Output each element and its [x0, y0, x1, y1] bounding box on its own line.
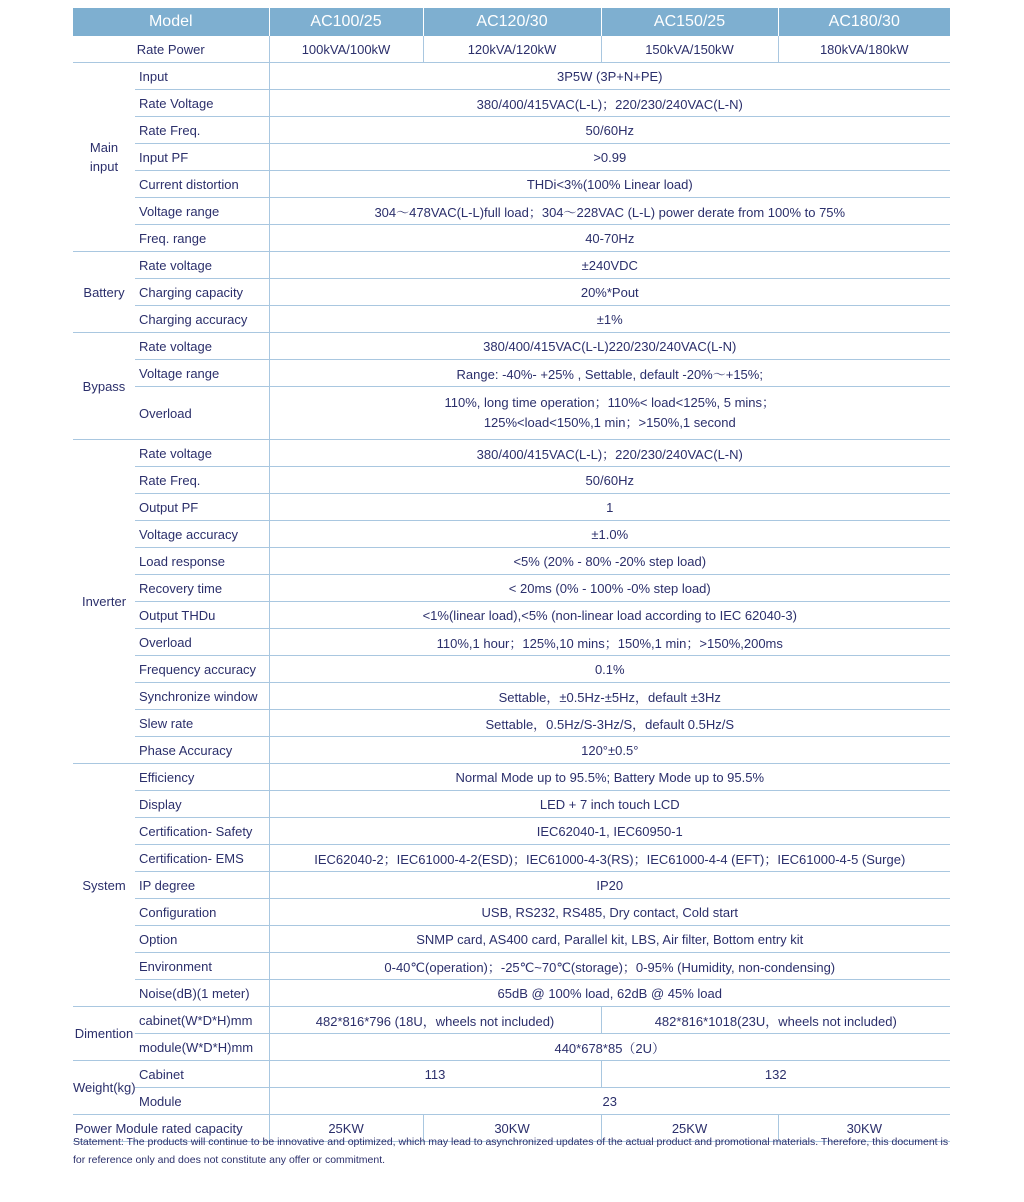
- power-module-3: 25KW: [601, 1115, 778, 1142]
- row-label: Current distortion: [135, 171, 269, 198]
- table-row: [73, 926, 950, 953]
- row-label: Overload: [135, 629, 269, 656]
- row-value: LED + 7 inch touch LCD: [269, 791, 950, 818]
- table-row: [73, 171, 950, 198]
- table-row: [73, 710, 950, 737]
- table-row: [73, 899, 950, 926]
- table-row: [73, 980, 950, 1007]
- table-row: [73, 1007, 950, 1034]
- table-row: [73, 737, 950, 764]
- row-label: Voltage range: [135, 360, 269, 387]
- row-label: Frequency accuracy: [135, 656, 269, 683]
- table-row: [73, 521, 950, 548]
- cabinet-weight-small: 113: [269, 1061, 601, 1088]
- table-row: [73, 602, 950, 629]
- table-row: [73, 279, 950, 306]
- row-value: 40-70Hz: [269, 225, 950, 252]
- table-row: [73, 467, 950, 494]
- table-row: [73, 144, 950, 171]
- row-value: IP20: [269, 872, 950, 899]
- model-col-4: AC180/30: [778, 8, 950, 36]
- spec-table: [73, 8, 950, 1142]
- power-module-4: 30KW: [778, 1115, 950, 1142]
- row-label: Voltage accuracy: [135, 521, 269, 548]
- row-label: Noise(dB)(1 meter): [135, 980, 269, 1007]
- row-label: Synchronize window: [135, 683, 269, 710]
- row-value: 380/400/415VAC(L-L)；220/230/240VAC(L-N): [269, 90, 950, 117]
- group-system: System: [73, 764, 135, 1007]
- row-value: ±1%: [269, 306, 950, 333]
- module-dim: 440*678*85（2U）: [269, 1034, 950, 1061]
- row-value: Settable，0.5Hz/S-3Hz/S，default 0.5Hz/S: [269, 710, 950, 737]
- table-row: [73, 548, 950, 575]
- row-value: < 20ms (0% - 100% -0% step load): [269, 575, 950, 602]
- table-row: [73, 333, 950, 360]
- row-label: Slew rate: [135, 710, 269, 737]
- row-value: 50/60Hz: [269, 467, 950, 494]
- row-label: Certification- EMS: [135, 845, 269, 872]
- row-value: ±1.0%: [269, 521, 950, 548]
- row-label: Module: [135, 1088, 269, 1115]
- table-row: [73, 225, 950, 252]
- row-value: Normal Mode up to 95.5%; Battery Mode up to 95.5%: [269, 764, 950, 791]
- model-col-1: AC100/25: [269, 8, 423, 36]
- row-label: module(W*D*H)mm: [135, 1034, 269, 1061]
- power-module-2: 30KW: [423, 1115, 601, 1142]
- model-col-3: AC150/25: [601, 8, 778, 36]
- row-value: 1: [269, 494, 950, 521]
- table-row: [73, 656, 950, 683]
- table-row: [73, 90, 950, 117]
- row-label: Charging capacity: [135, 279, 269, 306]
- rate-power-2: 120kVA/120kW: [423, 36, 601, 63]
- group-bypass: Bypass: [73, 333, 135, 440]
- row-value: Range: -40%- +25% , Settable, default -20%～+15%;: [269, 360, 950, 387]
- table-row: [73, 818, 950, 845]
- table-row: [73, 872, 950, 899]
- row-label: Certification- Safety: [135, 818, 269, 845]
- row-label: Environment: [135, 953, 269, 980]
- row-label: Display: [135, 791, 269, 818]
- table-row: [73, 845, 950, 872]
- row-value: THDi<3%(100% Linear load): [269, 171, 950, 198]
- row-label: Output PF: [135, 494, 269, 521]
- row-value: Settable，±0.5Hz-±5Hz，default ±3Hz: [269, 683, 950, 710]
- row-value: >0.99: [269, 144, 950, 171]
- module-weight: 23: [269, 1088, 950, 1115]
- row-label: Charging accuracy: [135, 306, 269, 333]
- table-row: [73, 791, 950, 818]
- statement-note: Statement: The products will continue to be innovative and optimized, which may lead to asynchronized updates of the actual product and promotional materials. Therefore, this document is for reference only and does not constitute any offer or commitment.: [73, 1136, 949, 1166]
- row-value: 50/60Hz: [269, 117, 950, 144]
- row-value: 65dB @ 100% load, 62dB @ 45% load: [269, 980, 950, 1007]
- cabinet-dim-small: 482*816*796 (18U，wheels not included): [269, 1007, 601, 1034]
- row-value: IEC62040-1, IEC60950-1: [269, 818, 950, 845]
- cabinet-dim-large: 482*816*1018(23U，wheels not included): [601, 1007, 950, 1034]
- table-row: [73, 440, 950, 467]
- row-label: Output THDu: [135, 602, 269, 629]
- table-row: [73, 953, 950, 980]
- table-row: [73, 387, 950, 440]
- row-label: Freq. range: [135, 225, 269, 252]
- row-label: Rate voltage: [135, 440, 269, 467]
- rate-power-4: 180kVA/180kW: [778, 36, 950, 63]
- row-value: 0.1%: [269, 656, 950, 683]
- group-dimention: Dimention: [73, 1007, 135, 1061]
- overload-line-2: 125%<load<150%,1 min；>150%,1 second: [483, 415, 736, 430]
- power-module-label: Power Module rated capacity: [73, 1115, 269, 1142]
- row-label: Rate voltage: [135, 252, 269, 279]
- row-value: <1%(linear load),<5% (non-linear load according to IEC 62040-3): [269, 602, 950, 629]
- group-main-input: Main input: [73, 63, 135, 252]
- table-row: [73, 1034, 950, 1061]
- row-label: IP degree: [135, 872, 269, 899]
- row-value: 380/400/415VAC(L-L)；220/230/240VAC(L-N): [269, 440, 950, 467]
- power-module-1: 25KW: [269, 1115, 423, 1142]
- rate-power-label: Rate Power: [73, 36, 269, 63]
- table-row: [73, 575, 950, 602]
- row-value: 380/400/415VAC(L-L)220/230/240VAC(L-N): [269, 333, 950, 360]
- row-label: Input PF: [135, 144, 269, 171]
- table-row: [73, 306, 950, 333]
- model-col-2: AC120/30: [423, 8, 601, 36]
- row-label: Phase Accuracy: [135, 737, 269, 764]
- model-header: Model: [73, 8, 269, 36]
- row-value: ±240VDC: [269, 252, 950, 279]
- row-label: Input: [135, 63, 269, 90]
- row-value: 304～478VAC(L-L)full load；304～228VAC (L-L) power derate from 100% to 75%: [269, 198, 950, 225]
- row-label: Recovery time: [135, 575, 269, 602]
- rate-power-3: 150kVA/150kW: [601, 36, 778, 63]
- row-value: IEC62040-2；IEC61000-4-2(ESD)；IEC61000-4-3(RS)；IEC61000-4-4 (EFT)；IEC61000-4-5 (Surge): [269, 845, 950, 872]
- group-battery: Battery: [73, 252, 135, 333]
- table-row: [73, 1061, 950, 1088]
- row-label: Rate Voltage: [135, 90, 269, 117]
- header-row: [73, 8, 950, 36]
- row-value: SNMP card, AS400 card, Parallel kit, LBS, Air filter, Bottom entry kit: [269, 926, 950, 953]
- row-label: Efficiency: [135, 764, 269, 791]
- row-value: [269, 387, 950, 440]
- table-row: [73, 683, 950, 710]
- row-label: Option: [135, 926, 269, 953]
- table-row: [73, 1088, 950, 1115]
- cabinet-weight-large: 132: [601, 1061, 950, 1088]
- table-row: [73, 63, 950, 90]
- row-value: 120°±0.5°: [269, 737, 950, 764]
- table-row: [73, 764, 950, 791]
- group-weight: Weight(kg): [73, 1061, 135, 1115]
- row-label: Overload: [135, 387, 269, 440]
- row-value: <5% (20% - 80% -20% step load): [269, 548, 950, 575]
- row-label: Configuration: [135, 899, 269, 926]
- row-value: 20%*Pout: [269, 279, 950, 306]
- table-row: [73, 629, 950, 656]
- table-row: [73, 198, 950, 225]
- row-label: Rate voltage: [135, 333, 269, 360]
- row-label: cabinet(W*D*H)mm: [135, 1007, 269, 1034]
- overload-line-1: 110%, long time operation；110%< load<125%, 5 mins；: [444, 395, 776, 410]
- row-label: Rate Freq.: [135, 467, 269, 494]
- table-row: [73, 252, 950, 279]
- rate-power-1: 100kVA/100kW: [269, 36, 423, 63]
- rate-power-row: [73, 36, 950, 63]
- group-inverter: Inverter: [73, 440, 135, 764]
- row-value: USB, RS232, RS485, Dry contact, Cold start: [269, 899, 950, 926]
- spec-table-container: [73, 8, 950, 1142]
- table-row: [73, 494, 950, 521]
- row-label: Voltage range: [135, 198, 269, 225]
- row-label: Rate Freq.: [135, 117, 269, 144]
- table-row: [73, 117, 950, 144]
- table-row: [73, 360, 950, 387]
- row-value: 3P5W (3P+N+PE): [269, 63, 950, 90]
- row-label: Cabinet: [135, 1061, 269, 1088]
- row-value: 110%,1 hour；125%,10 mins；150%,1 min；>150%,200ms: [269, 629, 950, 656]
- row-label: Load response: [135, 548, 269, 575]
- row-value: 0-40℃(operation)；-25℃~70℃(storage)；0-95% (Humidity, non-condensing): [269, 953, 950, 980]
